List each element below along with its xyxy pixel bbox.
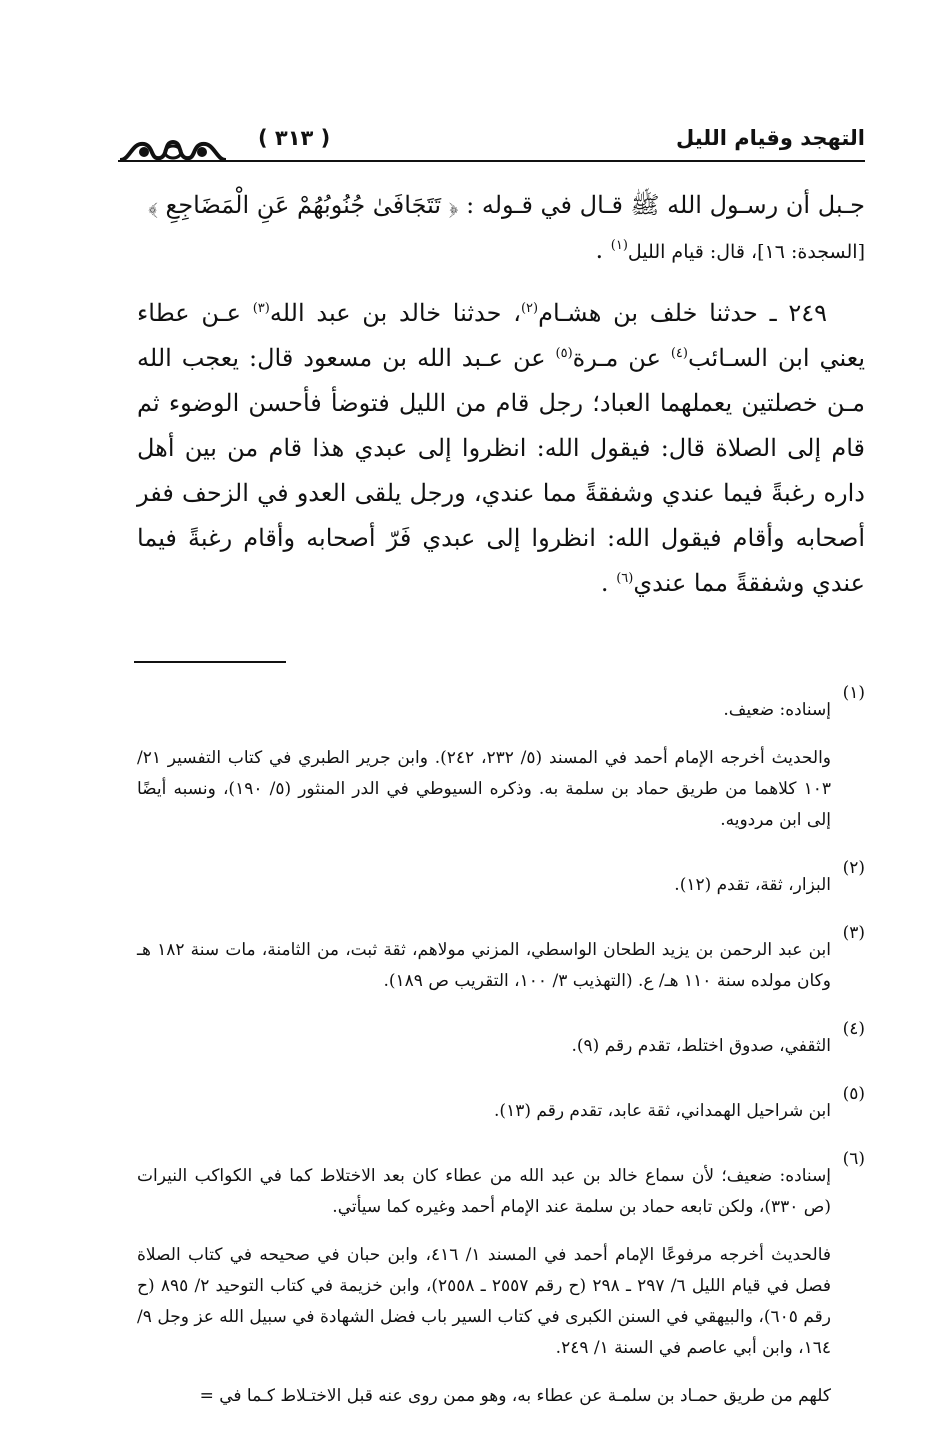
footnote-line: والحديث أخرجه الإمام أحمد في المسند (٥/ ٢٣٢، ٢٤٢). وابن جرير الطبري في كتاب التفسير ٢١/ ١٠٣ كلاهما من طريق حماد بن سلمة به. وذكره السيوطي في الدر المنثور (٥/ ١٩٠)، ونسبه أيضًا إلى ابن مردويه. xyxy=(137,748,832,830)
footnote-marker-1[interactable]: (١) xyxy=(610,238,628,253)
footnote-marker-4[interactable]: (٤) xyxy=(670,346,688,361)
footnote-line: كلهم من طريق حمـاد بن سلمـة عن عطاء به، وهو ممن روى عنه قبل الاختـلاط كـما في = xyxy=(199,1386,831,1406)
footnote-number: (١) xyxy=(842,683,865,703)
footnote-line: ابن عبد الرحمن بن يزيد الطحان الواسطي، المزني مولاهم، ثقة ثبت، من الثامنة، مات سنة ١٨٢ هـ وكان مولده سنة ١١٠ هـ/ ع. (التهذيب ٣/ ١٠٠، التقريب ص ١٨٩). xyxy=(137,940,831,991)
para2-segment-e: عن عـبد الله بن مسعود قال: يعجب الله مـن خصلتين يعملهما العباد؛ رجل قام من الليل فتوضأ فأحسن الوضوء ثم قام إلى الصلاة قال: فيقول الله: انظروا إلى عبدي هذا قام من بين أهل داره رغبةً فيما عندي وشفقةً مما عندي، ورجل يلقى العدو في الزحف ففر أصحابه وأقام فيقول الله: انظروا إلى عبدي فَرّ أصحابه وأقام رغبةً فيما عندي وشفقةً مما عندي xyxy=(137,344,866,597)
footnote-number: (٤) xyxy=(842,1019,865,1039)
para1-text: جـبل أن رسـول الله ﷺ قـال في قـوله : ﴿ تَتَجَافَىٰ جُنُوبُهُمْ عَنِ الْمَضَاجِعِ ﴾ xyxy=(148,191,865,219)
footnote-number: (٥) xyxy=(842,1084,865,1104)
footnote-line: إسناده: ضعيف؛ لأن سماع خالد بن عبد الله من عطاء كان بعد الاختلاط كما في الكواكب النيرات (ص ٣٣٠)، ولكن تابعه حماد بن سلمة عند الإمام أحمد وغيره كما سيأتي. xyxy=(137,1166,831,1217)
footnote-line: الثقفي، صدوق اختلط، تقدم رقم (٩). xyxy=(571,1036,831,1056)
footnote-5 xyxy=(137,1079,865,1144)
footnote-marker-2[interactable]: (٢) xyxy=(520,301,539,316)
para2-segment-c: عـن عطاء يعني ابن السـائب xyxy=(137,299,865,372)
footnote-marker-6[interactable]: (٦) xyxy=(616,571,634,586)
footnote-marker-3[interactable]: (٣) xyxy=(252,301,270,316)
footnote-separator xyxy=(134,661,286,663)
footnote-line: ابن شراحيل الهمداني، ثقة عابد، تقدم رقم (١٣). xyxy=(494,1101,831,1121)
para1-end: . xyxy=(595,236,611,264)
running-header-title: التهجد وقيام الليل xyxy=(675,126,865,150)
footnote-number: (٣) xyxy=(842,923,865,943)
footnote-1 xyxy=(137,678,865,853)
footnote-4 xyxy=(137,1014,865,1079)
ornament-icon xyxy=(118,130,228,170)
para2-segment-a: ٢٤٩ ـ حدثنا خلف بن هشـام xyxy=(538,299,828,327)
footnotes xyxy=(137,678,865,1429)
para1-reference: [السجدة: ١٦]، قال: قيام الليل xyxy=(627,241,865,263)
para2-end: . xyxy=(600,569,617,597)
footnote-number: (٦) xyxy=(842,1149,865,1169)
para2-segment-d: عن مـرة xyxy=(572,344,671,372)
paragraph-249 xyxy=(137,291,865,606)
footnote-6 xyxy=(137,1144,865,1429)
page-number: ( ٣١٣ ) xyxy=(258,126,331,150)
footnote-line: فالحديث أخرجه مرفوعًا الإمام أحمد في المسند ١/ ٤١٦، وابن حبان في صحيحه في كتاب الصلاة فصل في قيام الليل ٦/ ٢٩٧ ـ ٢٩٨ (ح رقم ٢٥٥٧ ـ ٢٥٥٨)، وابن خزيمة في كتاب التوحيد ٢/ ٨٩٥ (ح رقم ٦٠٥)، والبيهقي في السنن الكبرى في كتاب السير باب فضل الشهادة في سبيل الله عز وجل ٩/ ١٦٤، وابن أبي عاصم في السنة ١/ ٢٤٩. xyxy=(137,1245,832,1358)
footnote-marker-5[interactable]: (٥) xyxy=(555,346,573,361)
footnote-3 xyxy=(137,918,865,1014)
main-text xyxy=(137,183,865,606)
footnote-line: إسناده: ضعيف. xyxy=(723,700,831,720)
footnote-line: البزار، ثقة، تقدم (١٢). xyxy=(674,875,831,895)
header-rule xyxy=(118,160,865,162)
para2-segment-b: ، حدثنا خالد بن عبد الله xyxy=(269,299,521,327)
footnote-number: (٢) xyxy=(842,858,865,878)
paragraph-1 xyxy=(137,183,865,275)
footnote-2 xyxy=(137,853,865,918)
